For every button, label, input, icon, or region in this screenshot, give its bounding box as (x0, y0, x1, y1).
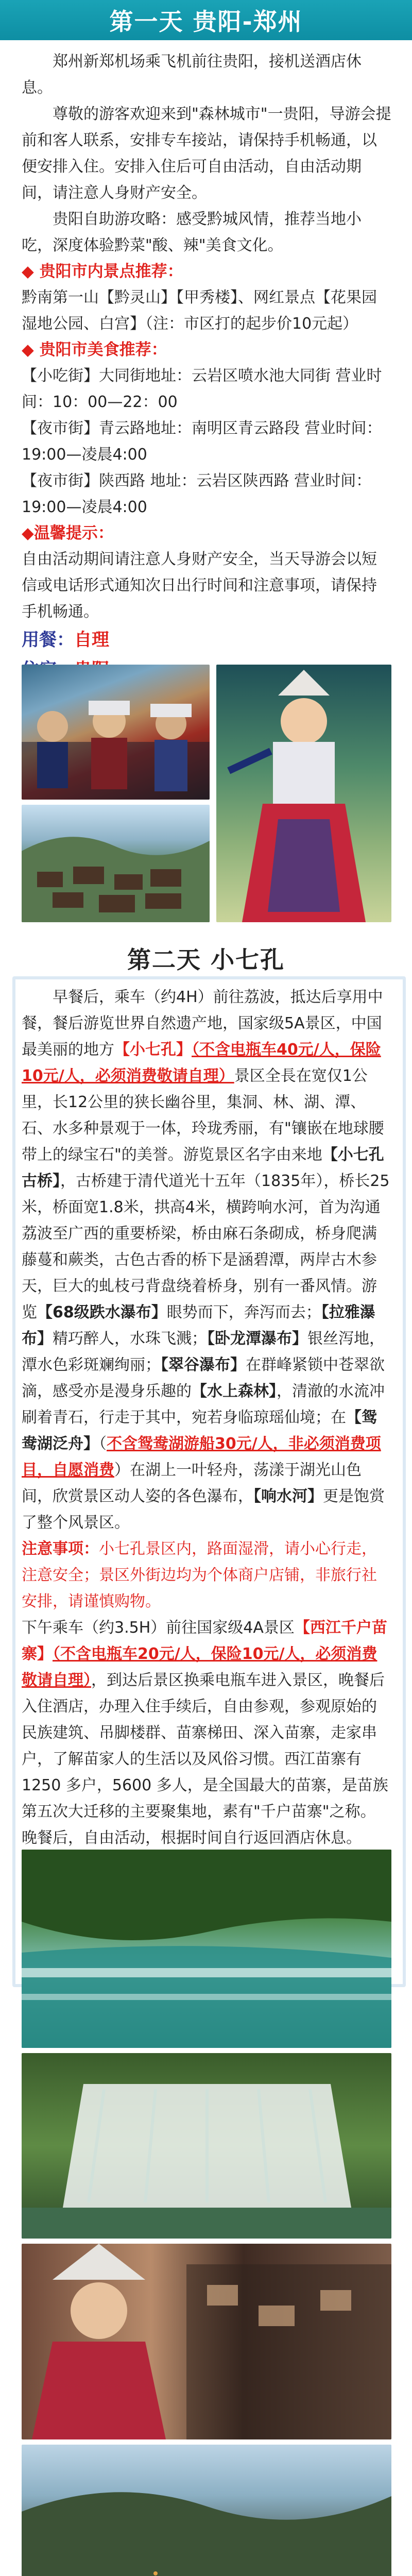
day2-title: 第二天 小七孔 (127, 946, 285, 974)
p1-text-11: 银丝泻地，潭水色彩斑斓绚丽； (22, 1330, 385, 1374)
spots-heading: ◆ 贵阳市内景点推荐： (22, 262, 183, 281)
day1-intro-2: 尊敬的游客欢迎来到"森林城市"一贵阳，导游会提前和客人联系，安排专车接站，请保持手机畅通，以便安排入住。安排入住后可自由活动，自由活动期间，请注意人身财产安全。 (22, 105, 391, 202)
xijiang-spot: 【西江千户苗寨】 (22, 1619, 387, 1663)
tip-text: 自由活动期间请注意人身财产安全，当天导游会以短信或电话形式通知次日出行时间和注意事项，请保持手机畅通。 (22, 550, 377, 621)
p1-text-0: 早餐后，乘车（约4H）前往荔波，抵达后享用中餐，餐后游览世界自然遗产地，国家级5A景区，中国最美丽的地方 (22, 988, 383, 1059)
water-forest-spot: 【水上森林】 (192, 1382, 277, 1400)
food-item-2: 【夜市街】青云路地址：南明区青云路段 营业时间：19:00—凌晨4:00 (22, 419, 382, 464)
meal-label: 用餐： (22, 630, 74, 650)
day1-banner: 第一天 贵阳-郑州 (0, 0, 412, 40)
xiaoqikong-spot: 【小七孔】 (114, 1041, 192, 1059)
miao-performer-photo (22, 2244, 391, 2439)
xiangshui-river-spot: 【响水河】 (253, 1487, 323, 1505)
p1-text-13: 在群峰紧锁中苍翠欲滴，感受亦是漫身乐趣的 (22, 1356, 385, 1400)
ancient-bridge-spot: 【小七孔古桥】 (22, 1146, 384, 1190)
day1-meal (22, 625, 391, 655)
p1-text-21: 更是饱赏了整个风景区。 (22, 1487, 385, 1532)
p1-text-7: 眼势而下，奔泻而去； (166, 1303, 321, 1321)
boat-fee: 不含鸳鸯湖游船30元/人，非必须消费项目，自愿消费 (22, 1435, 381, 1479)
wolong-waterfall-spot: 【卧龙潭瀑布】 (207, 1330, 307, 1348)
xijiang-village-panorama-photo (22, 2445, 391, 2576)
food-heading: ◆ 贵阳市美食推荐： (22, 341, 167, 359)
food-item-1: 【小吃街】大同街地址：云岩区喷水池大同街 营业时间：10：00—22：00 (22, 367, 382, 411)
xiaoqikong-fee: （不含电瓶车40元/人，保险10元/人，必须消费敬请自理） (22, 1041, 381, 1085)
meal-value: 自理 (74, 630, 109, 650)
hillside-village-photo (22, 805, 210, 922)
dancer-silver-headdress-photo (216, 665, 391, 922)
food-item-3: 【夜市街】陕西路 地址：云岩区陕西路 营业时间：19:00—凌晨4:00 (22, 472, 372, 516)
p1-text-15: ，清澈的水流冲刷着青石，行走于其中，宛若身临琼瑶仙境；在 (22, 1382, 385, 1427)
day2-note (22, 1536, 390, 1615)
p1-text-5: ，古桥建于清代道光十五年（1835年），桥长25米，桥面宽1.8米，拱高4米，横跨响水河，首为沟通荔波至广西的重要桥梁，桥由麻石条砌成，桥身爬满藤蔓和蕨类，古色古香的桥下是涵碧潭，两岸古木参天，巨大的虬枝弓背盘绕着桥身，别有一番风情。游览 (22, 1172, 390, 1321)
p1-text-17: （ (99, 1435, 107, 1453)
p2-text-0: 下午乘车（约3.5H）前往国家级4A景区 (22, 1619, 295, 1637)
yuanyang-lake-spot: 【鸳鸯湖泛舟】 (22, 1409, 377, 1453)
day2-paragraph-1 (22, 984, 390, 1536)
cuigu-waterfall-spot: 【翠谷瀑布】 (161, 1356, 246, 1374)
spots-text: 黔南第一山【黔灵山】【甲秀楼】、网红景点【花果园湿地公园、白宫】（注：市区打的起步价10元起） (22, 289, 377, 333)
tip-heading: ◆温馨提示： (22, 524, 114, 543)
p2-text-3: ，到达后景区换乘电瓶车进入景区，晚餐后入住酒店，办理入住手续后，自由参观，参观原始的民族建筑、吊脚楼群、苗寨梯田、深入苗寨，走家串户，了解苗家人的生活以及风俗习惯。西江苗寨有 1250 多户，5600 多人，是全国最大的苗寨，是苗族第五次大迁移的主要聚集地，素有"千户苗寨"之称。晚餐后，自由活动，根据时间自行返回酒店休息。 (22, 1671, 388, 1847)
miao-women-crowd-photo (22, 665, 210, 800)
day1-intro (22, 48, 391, 685)
note-text: 小七孔景区内，路面湿滑，请小心行走，注意安全；景区外街边均为个体商户店铺，非旅行社安排，请谨慎购物。 (22, 1540, 377, 1611)
p1-text-19: ）在湖上一叶轻舟，荡漾于湖光山色间，欣赏景区动人姿的各色瀑布， (22, 1461, 362, 1505)
day1-intro-1: 郑州新郑机场乘飞机前往贵阳，接机送酒店休息。 (22, 53, 362, 97)
laya-waterfall-spot: 【拉雅瀑布】 (22, 1303, 375, 1348)
xijiang-fee: （不含电瓶车20元/人，保险10元/人，必须消费敬请自理） (22, 1645, 377, 1689)
note-label: 注意事项： (22, 1540, 99, 1558)
day2-paragraph-2 (22, 1615, 390, 1851)
day1-intro-3: 贵阳自助游攻略：感受黔城风情，推荐当地小吃，深度体验黔菜"酸、辣"美食文化。 (22, 210, 362, 255)
p1-text-3: 景区全長在宽仅1公里，长12公里的狭长幽谷里，集洞、林、湖、潭、石、水多种景观于一体，玲珑秀丽，有"镶嵌在地球腰带上的绿宝石"的美誉。游览景区名字由来地 (22, 1067, 384, 1164)
p1-text-9: 精巧醉人，水珠飞溅； (53, 1330, 207, 1348)
waterfall-68-spot: 【68级跌水瀑布】 (37, 1303, 167, 1321)
cascade-waterfall-photo (22, 2053, 391, 2239)
waterfall-river-photo (22, 1850, 391, 2048)
